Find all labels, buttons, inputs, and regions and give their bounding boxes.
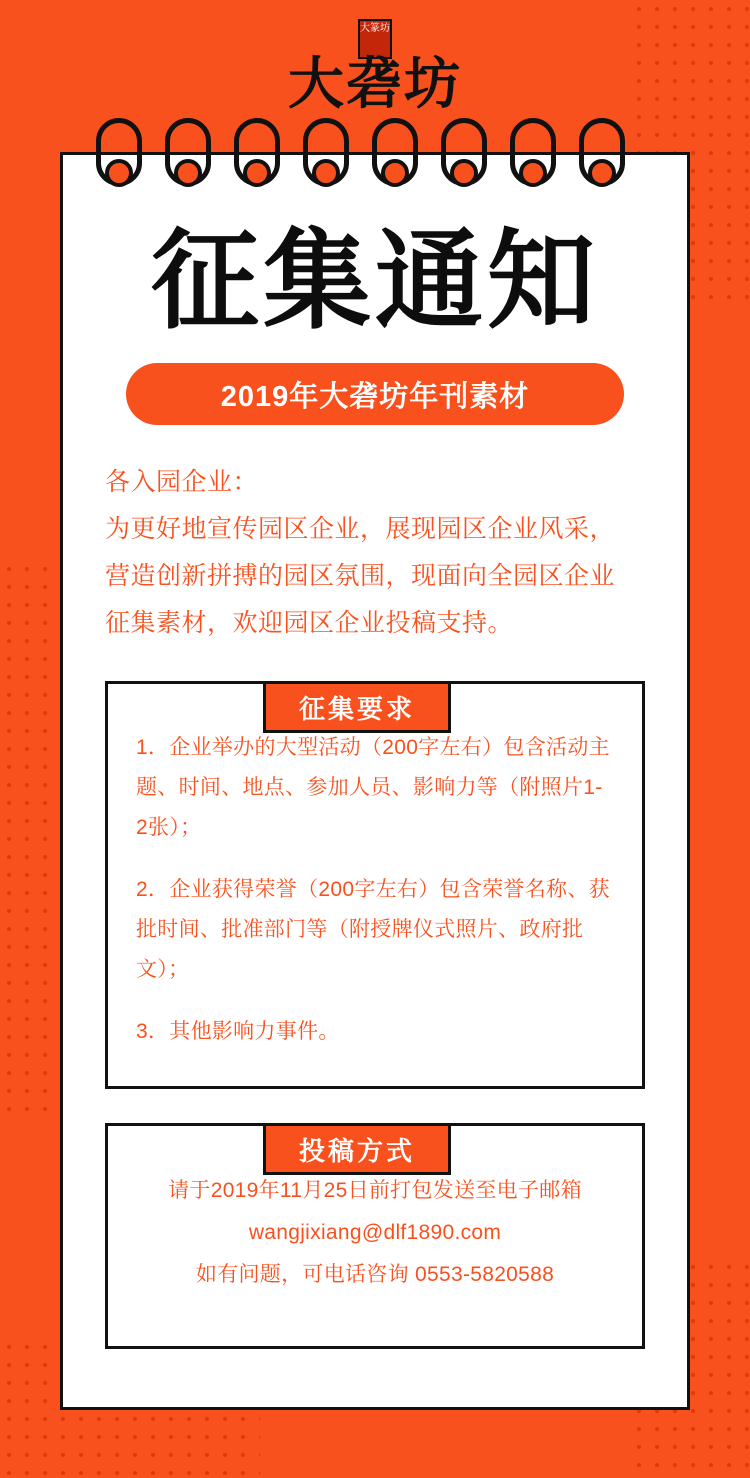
subtitle-pill: 2019年大砻坊年刊素材 [126, 363, 624, 425]
submission-tab: 投稿方式 [263, 1123, 451, 1175]
intro-paragraph [105, 459, 645, 647]
requirements-section [105, 681, 645, 1089]
requirement-item: 2．企业获得荣誉（200字左右）包含荣誉名称、获批时间、批准部门等（附授牌仪式照片、政府批文）； [136, 878, 610, 981]
intro-line: 各入园企业： [105, 468, 259, 496]
brand-logo [0, 18, 750, 117]
submission-section [105, 1123, 645, 1349]
submission-phone: 如有问题，可电话咨询 0553-5820588 [195, 1263, 555, 1286]
page-title: 征集通知 [150, 218, 599, 344]
requirement-item: 1．企业举办的大型活动（200字左右）包含活动主题、时间、地点、参加人员、影响力等（附照片1-2张）； [136, 736, 610, 839]
requirement-item: 3．其他影响力事件。 [136, 1020, 340, 1043]
intro-line: 营造创新拼搏的园区氛围，现面向全园区企业 [105, 562, 616, 590]
intro-line: 征集素材，欢迎园区企业投稿支持。 [105, 609, 514, 637]
brand-name: 大砻坊 [288, 51, 462, 117]
intro-line: 为更好地宣传园区企业，展现园区企业风采， [105, 515, 616, 543]
spacer [136, 1296, 614, 1316]
submission-email[interactable]: wangjixiang@dlf1890.com [248, 1221, 502, 1244]
requirements-box [105, 681, 645, 1089]
poster-card [60, 152, 690, 1410]
requirements-tab: 征集要求 [263, 681, 451, 733]
submission-deadline: 请于2019年11月25日前打包发送至电子邮箱 [168, 1179, 582, 1202]
seal-icon: 大篆坊 [358, 19, 392, 59]
dot-pattern-middle-left [0, 560, 60, 1120]
